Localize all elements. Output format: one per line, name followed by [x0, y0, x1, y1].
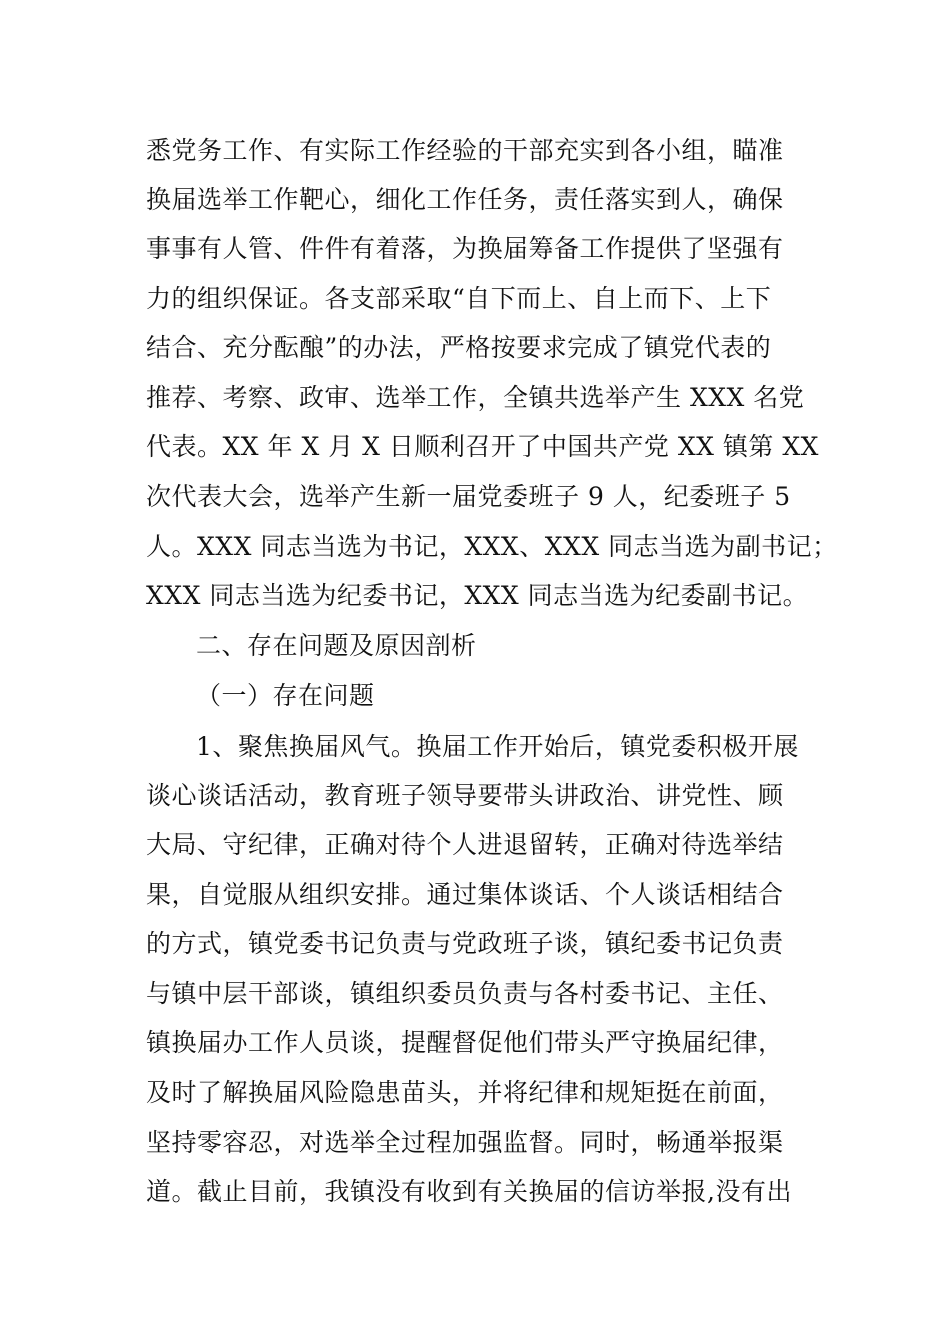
- subsection-heading: （一）存在问题: [196, 681, 375, 710]
- section-heading: 二、存在问题及原因剖析: [196, 631, 477, 660]
- body-text-line: 换届选举工作靶心，细化工作任务，责任落实到人，确保: [146, 185, 784, 214]
- body-text-line: 的方式，镇党委书记负责与党政班子谈，镇纪委书记负责: [146, 929, 784, 958]
- body-text-line: 推荐、考察、政审、选举工作，全镇共选举产生 XXX 名党: [146, 383, 805, 412]
- body-text-line: 力的组织保证。各支部采取“自下而上、自上而下、上下: [146, 284, 772, 313]
- body-text-line: 及时了解换届风险隐患苗头，并将纪律和规矩挺在前面，: [146, 1078, 784, 1107]
- body-text-line: 代表。XX 年 X 月 X 日顺利召开了中国共产党 XX 镇第 XX: [146, 432, 819, 461]
- body-text-line: 果，自觉服从组织安排。通过集体谈话、个人谈话相结合: [146, 880, 784, 909]
- body-text-line: 结合、充分酝酿”的办法，严格按要求完成了镇党代表的: [146, 333, 772, 362]
- body-text-line: 坚持零容忍，对选举全过程加强监督。同时，畅通举报渠: [146, 1128, 784, 1157]
- body-text-line: 镇换届办工作人员谈，提醒督促他们带头严守换届纪律，: [146, 1028, 784, 1057]
- body-text-line: 谈心谈话活动，教育班子领导要带头讲政治、讲党性、顾: [146, 781, 784, 810]
- body-text-line: 悉党务工作、有实际工作经验的干部充实到各小组，瞄准: [146, 136, 784, 165]
- body-text-line: 与镇中层干部谈，镇组织委员负责与各村委书记、主任、: [146, 979, 784, 1008]
- body-text-line: XXX 同志当选为纪委书记，XXX 同志当选为纪委副书记。: [146, 581, 809, 610]
- body-text-line: 1、聚焦换届风气。换届工作开始后，镇党委积极开展: [196, 732, 799, 761]
- body-text-line: 事事有人管、件件有着落，为换届筹备工作提供了坚强有: [146, 234, 784, 263]
- body-text-line: 大局、守纪律，正确对待个人进退留转，正确对待选举结: [146, 830, 784, 859]
- body-text-line: 次代表大会，选举产生新一届党委班子 9 人，纪委班子 5: [146, 482, 791, 511]
- body-text-line: 道。截止目前，我镇没有收到有关换届的信访举报,没有出: [146, 1177, 792, 1206]
- body-text-line: 人。XXX 同志当选为书记，XXX、XXX 同志当选为副书记；: [146, 532, 838, 561]
